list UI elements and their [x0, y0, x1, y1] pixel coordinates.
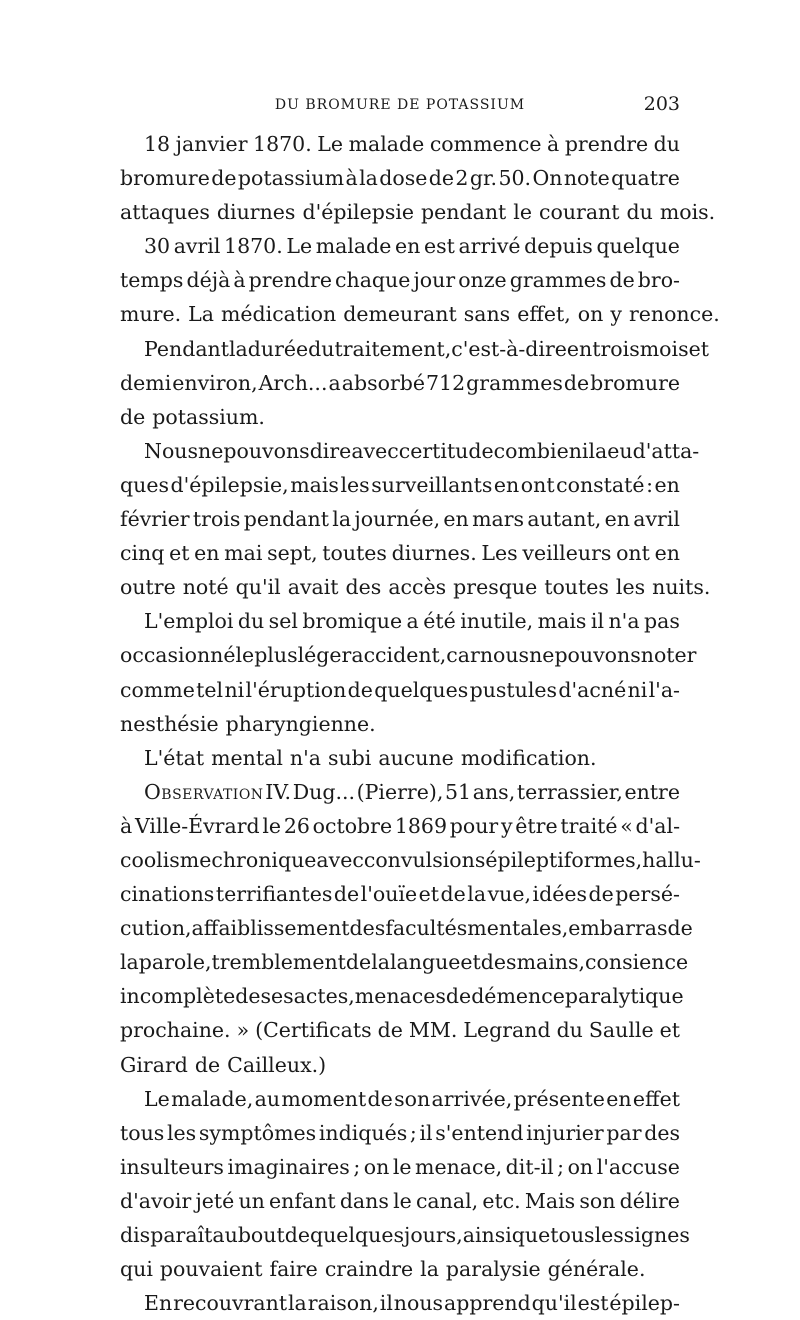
text-line: demi environ, Arch... a absorbé 712 grammes de bromure [120, 370, 680, 395]
text-line: L'état mental n'a subi aucune modification. [144, 745, 597, 770]
text-line: outre noté qu'il avait des accès presque toutes les nuits. [120, 575, 711, 600]
text-line: nesthésie pharyngienne. [120, 711, 376, 736]
text-line: cinq et en mai sept, toutes diurnes. Les veilleurs ont en [120, 541, 680, 566]
running-title: DU BROMURE DE POTASSIUM [274, 97, 526, 113]
text-line: Pendant la durée du traitement, c'est-à-dire en trois mois et [144, 336, 709, 361]
text-line: cinations terrifiantes de l'ouïe et de la vue, idées de persé- [120, 882, 680, 907]
page-number: 203 [643, 93, 680, 115]
text-line: à Ville-Évrard le 26 octobre 1869 pour y être traité « d'al- [120, 813, 680, 838]
text-line: En recouvrant la raison, il nous apprend qu'il est épilep- [144, 1291, 680, 1316]
text-line: bromure de potassium à la dose de 2 gr. 50. On note quatre [120, 166, 680, 191]
text-line: 18 janvier 1870. Le malade commence à prendre du [144, 132, 680, 156]
text-line: Observation IV. Dug... (Pierre), 51 ans, terrassier, entre [144, 779, 680, 804]
text-line: Girard de Cailleux.) [120, 1052, 327, 1077]
text-line: mure. La médication demeurant sans effet, on y renonce. [120, 302, 720, 327]
text-line: temps déjà à prendre chaque jour onze grammes de bro- [120, 268, 680, 293]
text-line: disparaît au bout de quelques jours, ainsi que tous les signes [120, 1223, 690, 1247]
text-line: tous les symptômes indiqués ; il s'entend injurier par des [120, 1120, 680, 1145]
text-line: Le malade, au moment de son arrivée, présente en effet [144, 1086, 680, 1111]
text-line: qui pouvaient faire craindre la paralysie générale. [120, 1257, 646, 1282]
text-line: coolisme chronique avec convulsions épileptiformes, hallu- [120, 847, 701, 872]
text-line: de potassium. [120, 404, 265, 429]
text-line: occasionné le plus léger accident, car nous ne pouvons noter [120, 643, 697, 668]
text-line: prochaine. » (Certificats de MM. Legrand du Saulle et [120, 1018, 680, 1043]
body-text [120, 127, 720, 1320]
text-line: L'emploi du sel bromique a été inutile, mais il n'a pas [144, 609, 680, 634]
text-line: cution, affaiblissement des facultés mentales, embarras de [120, 916, 693, 941]
text-line: comme tel ni l'éruption de quelques pustules d'acné ni l'a- [120, 677, 680, 702]
text-line: attaques diurnes d'épilepsie pendant le courant du mois. [120, 200, 716, 225]
text-line: d'avoir jeté un enfant dans le canal, etc. Mais son délire [120, 1188, 680, 1213]
text-line: février trois pendant la journée, en mars autant, en avril [120, 507, 680, 532]
text-line: Nous ne pouvons dire avec certitude combien il a eu d'atta- [144, 438, 700, 463]
text-line: incomplète de ses actes, menaces de démence paralytique [120, 984, 684, 1009]
text-line: 30 avril 1870. Le malade en est arrivé depuis quelque [144, 234, 680, 259]
text-line: ques d'épilepsie, mais les surveillants en ont constaté : en [120, 472, 680, 497]
text-line: la parole, tremblement de la langue et des mains, consience [120, 950, 689, 975]
running-head [120, 93, 680, 119]
text-line: insulteurs imaginaires ; on le menace, dit-il ; on l'accuse [120, 1154, 680, 1179]
